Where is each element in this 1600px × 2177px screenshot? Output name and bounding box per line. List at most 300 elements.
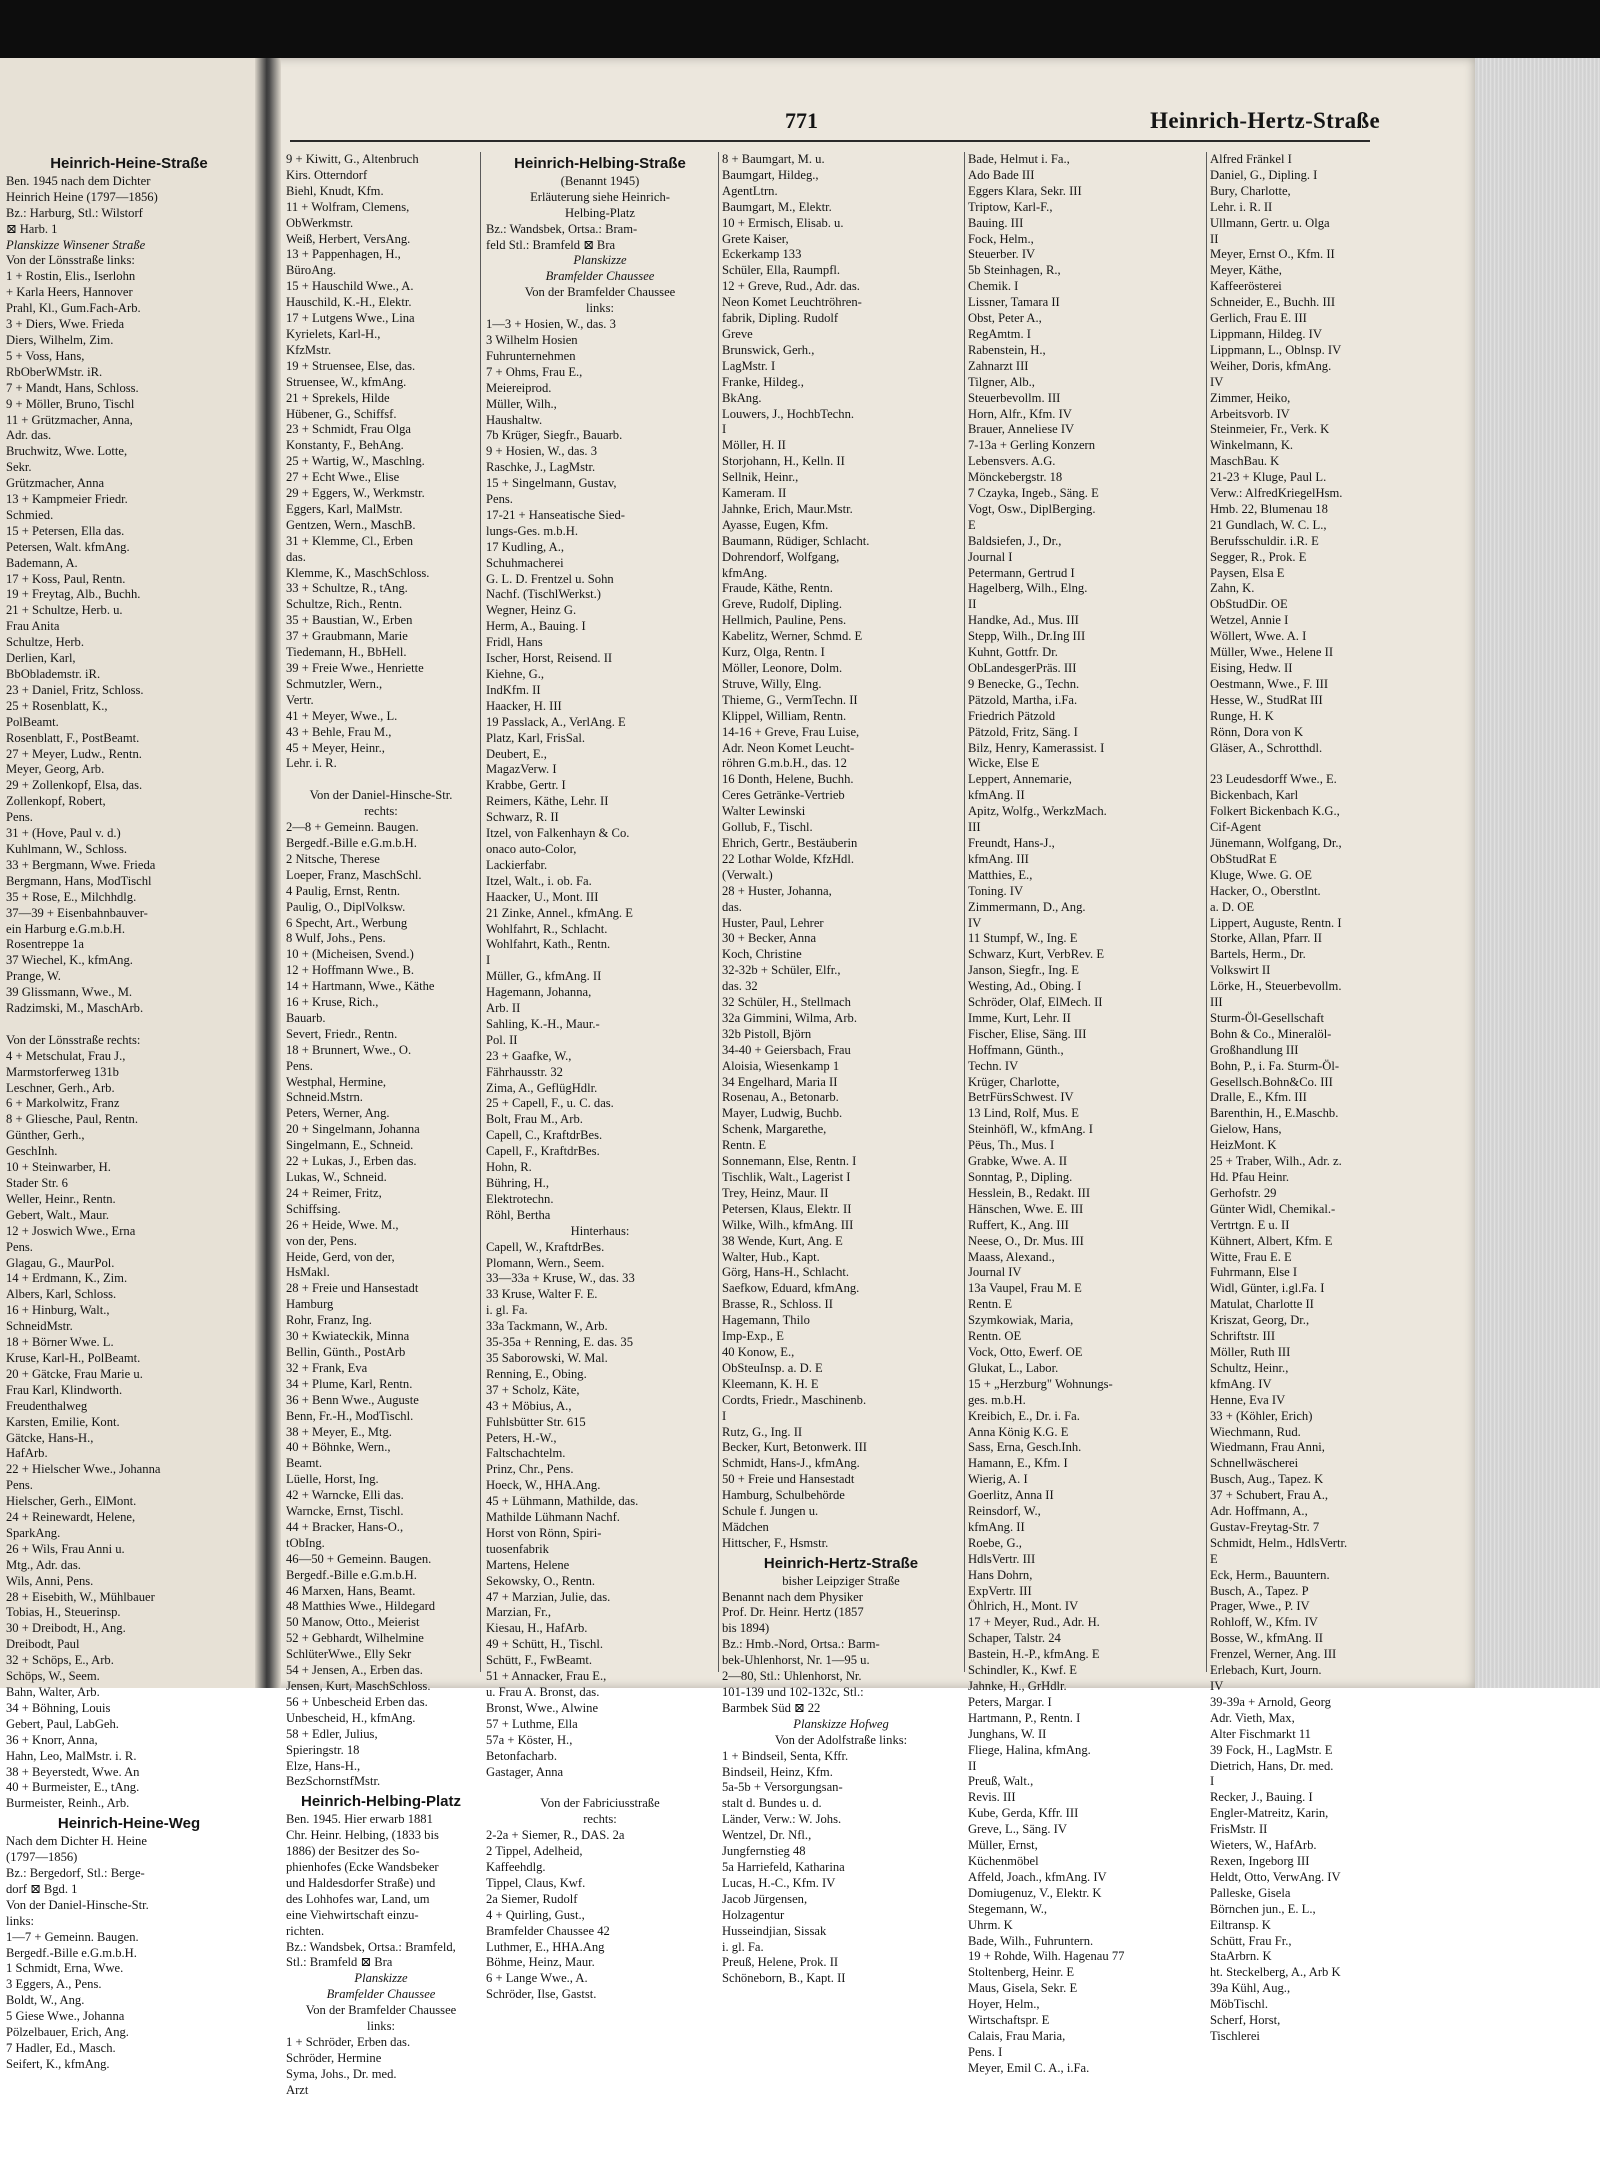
directory-line: Engler-Matreitz, Karin, [1210, 1806, 1329, 1821]
directory-line: Jacob Jürgensen, [722, 1891, 808, 1906]
directory-line: 38 Wende, Kurt, Ang. E [722, 1233, 843, 1248]
directory-line: 32 + Frank, Eva [286, 1360, 368, 1375]
directory-line: Freudenthalweg [6, 1398, 88, 1413]
directory-line: Von der Lönsstraße rechts: [6, 1032, 141, 1047]
column-divider [1206, 152, 1207, 1672]
directory-line: 31 + Klemme, Cl., Erben [286, 533, 414, 548]
directory-line: Horn, Alfr., Kfm. IV [968, 406, 1072, 421]
directory-line: Baumann, Rüdiger, Schlacht. [722, 533, 870, 548]
directory-line: 24 + Reimer, Fritz, [286, 1185, 382, 1200]
directory-line: Kriszat, Georg, Dr., [1210, 1313, 1310, 1328]
directory-line: 35 Saborowski, W. Mal. [486, 1350, 608, 1365]
directory-line: Hoyer, Helm., [968, 1997, 1040, 2012]
directory-line: 6 + Markolwitz, Franz [6, 1096, 120, 1111]
scanner-top-border [0, 0, 1600, 58]
directory-line: Wierig, A. I [968, 1472, 1028, 1487]
directory-line: 47 + Marzian, Julie, das. [486, 1589, 611, 1604]
directory-line: 20 + Singelmann, Johanna [286, 1122, 420, 1137]
directory-line: Müller, Wwe., Helene II [1210, 645, 1334, 660]
directory-line: Mayer, Ludwig, Buchb. [722, 1106, 843, 1121]
directory-line: tObIng. [286, 1535, 325, 1550]
directory-line: Bramfelder Chaussee [545, 269, 655, 284]
directory-line: SparkAng. [6, 1525, 61, 1540]
directory-line: Schneid.Mstrn. [286, 1090, 363, 1105]
directory-line: 7 + Ohms, Frau E., [486, 364, 583, 379]
directory-line: links: [6, 1913, 34, 1928]
directory-line: IV [968, 915, 982, 930]
directory-line: Daniel, G., Dipling. I [1210, 167, 1318, 182]
directory-line: Rentn. E [968, 1297, 1013, 1312]
directory-line: 57a + Köster, H., [486, 1732, 573, 1747]
directory-line: 43 + Möbius, A., [486, 1398, 572, 1413]
directory-line: Schnellwäscherei [1210, 1456, 1299, 1471]
directory-line: Fliege, Halina, kfmAng. [968, 1742, 1091, 1757]
directory-line: Dreibodt, Paul [6, 1637, 80, 1652]
directory-line: Calais, Frau Maria, [968, 2028, 1066, 2043]
directory-line: Schüler, Ella, Raumpfl. [722, 263, 841, 278]
directory-line: 58 + Edler, Julius, [286, 1726, 378, 1741]
directory-line: Freundt, Hans-J., [968, 835, 1055, 850]
directory-line: Lackierfabr. [486, 857, 548, 872]
directory-line: 1 Schmidt, Erna, Wwe. [6, 1961, 124, 1976]
directory-line: 19 + Freytag, Alb., Buchh. [6, 587, 141, 602]
directory-line: 7-13a + Gerling Konzern [968, 438, 1096, 453]
directory-line: Schriftstr. III [1210, 1329, 1276, 1344]
directory-line: II [968, 597, 977, 612]
directory-line: Schwarz, Kurt, VerbRev. E [968, 947, 1105, 962]
directory-line: 39 Glissmann, Wwe., M. [6, 985, 133, 1000]
directory-line: IV [1210, 374, 1224, 389]
directory-line: HdlsVertr. III [968, 1551, 1036, 1566]
directory-line: Eck, Herm., Bauuntern. [1210, 1567, 1330, 1582]
directory-line: Erlebach, Kurt, Journ. [1210, 1663, 1322, 1678]
directory-line: Bramfelder Chaussee 42 [486, 1923, 610, 1938]
directory-line: Lucas, H.-C., Kfm. IV [722, 1875, 836, 1890]
directory-line: 25 + Wartig, W., Maschlng. [286, 454, 425, 469]
directory-line: Capell, F., KraftdrBes. [486, 1144, 600, 1159]
directory-line: Bellin, Günth., PostArb [286, 1344, 406, 1359]
directory-line: 3 Wilhelm Hosien [486, 332, 578, 347]
directory-line: MaschBau. K [1210, 454, 1280, 469]
directory-line: Warncke, Ernst, Tischl. [286, 1504, 404, 1519]
directory-line: E [968, 517, 976, 532]
directory-line: Bindseil, Heinz, Kfm. [722, 1764, 833, 1779]
directory-line: Bosse, W., kfmAng. II [1210, 1631, 1323, 1646]
directory-line: Weiß, Herbert, VersAng. [286, 231, 411, 246]
directory-line: Müller, Wilh., [486, 396, 557, 411]
directory-line: 27 + Echt Wwe., Elise [286, 470, 400, 485]
directory-line: Folkert Bickenbach K.G., [1210, 804, 1340, 819]
directory-line: Benannt nach dem Physiker [722, 1589, 863, 1604]
directory-line: 30 + Dreibodt, H., Ang. [6, 1621, 126, 1636]
directory-line: 28 + Huster, Johanna, [722, 883, 832, 898]
directory-line: 38 + Beyerstedt, Wwe. An [6, 1764, 140, 1779]
directory-line: u. Frau A. Bronst, das. [486, 1685, 600, 1699]
directory-line: Konstanty, F., BehAng. [286, 438, 404, 453]
directory-line: Haacker, H. III [486, 698, 562, 713]
directory-line: Wiedmann, Frau Anni, [1210, 1440, 1325, 1455]
directory-line: 23 Leudesdorff Wwe., E. [1210, 772, 1337, 787]
directory-line: Peters, H.-W., [486, 1430, 557, 1445]
directory-line: 18 + Börner Wwe. L. [6, 1335, 114, 1350]
directory-line: kfmAng. II [968, 1519, 1025, 1534]
directory-line: 5b Steinhagen, R., [968, 263, 1061, 278]
directory-line: 5a-5b + Versorgungsan- [722, 1780, 843, 1795]
directory-line: Sekr. [6, 460, 32, 475]
directory-line: Horst von Rönn, Spiri- [486, 1525, 602, 1540]
directory-line: Bolt, Frau M., Arb. [486, 1112, 583, 1127]
directory-line: Neese, O., Dr. Mus. III [968, 1233, 1084, 1248]
directory-line: Petersen, Klaus, Elektr. II [722, 1201, 852, 1216]
directory-line: 17 + Lutgens Wwe., Lina [286, 311, 415, 326]
directory-line: 8 + Baumgart, M. u. [722, 152, 825, 166]
directory-line: Bastein, H.-P., kfmAng. E [968, 1647, 1100, 1662]
directory-line: Albers, Karl, Schloss. [6, 1287, 117, 1302]
directory-line: Schneider, E., Buchh. III [1210, 295, 1336, 310]
directory-line: Länder, Verw.: W. Johs. [722, 1812, 842, 1827]
directory-line: Vock, Otto, Ewerf. OE [968, 1344, 1083, 1359]
directory-line: Pätzold, Martha, i.Fa. [968, 692, 1078, 707]
directory-line: ⊠ Harb. 1 [6, 221, 58, 236]
directory-line: Heldt, Otto, VerwAng. IV [1210, 1869, 1341, 1884]
directory-line: rechts: [364, 804, 398, 819]
directory-line: Hauschild, K.-H., Elektr. [286, 295, 412, 310]
directory-line: (Benannt 1945) [560, 173, 640, 188]
directory-line: Fock, Helm., [968, 231, 1034, 246]
directory-line: II [1210, 231, 1219, 246]
directory-line: 32 + Schöps, E., Arb. [6, 1653, 114, 1668]
directory-line: Thieme, G., VermTechn. II [722, 692, 858, 707]
directory-line: Henne, Eva IV [1210, 1392, 1286, 1407]
directory-line: Hänschen, Wwe. E. III [968, 1201, 1084, 1216]
directory-line: Holzagentur [722, 1907, 785, 1922]
directory-line: ObStudRat E [1210, 851, 1277, 866]
directory-line: 45 + Lühmann, Mathilde, das. [486, 1494, 639, 1509]
directory-line: Pëus, Th., Mus. I [968, 1138, 1055, 1153]
directory-line: FrisMstr. II [1210, 1822, 1268, 1837]
directory-line: Steuerbevollm. III [968, 390, 1061, 405]
directory-line: Helbing-Platz [565, 205, 635, 220]
directory-line: Vertrtgn. E u. II [1210, 1217, 1290, 1232]
directory-line: Müller, Ernst, [968, 1838, 1038, 1853]
directory-line: Kameram. II [722, 486, 787, 501]
running-head: Heinrich-Hertz-Straße [1150, 108, 1380, 133]
directory-line: Renning, E., Obing. [486, 1366, 587, 1381]
directory-line: 57 + Luthme, Ella [486, 1716, 578, 1731]
directory-line: Maus, Gisela, Sekr. E [968, 1981, 1078, 1996]
directory-line: Becker, Kurt, Betonwerk. III [722, 1440, 867, 1455]
directory-line: Bergedf.-Bille e.G.m.b.H. [286, 835, 417, 850]
directory-line: Steinmeier, Fr., Verk. K [1210, 422, 1330, 437]
directory-line: Rabenstein, H., [968, 342, 1046, 357]
directory-line: Bohn & Co., Mineralöl- [1210, 1026, 1332, 1041]
directory-line: Gläser, A., Schrotthdl. [1210, 740, 1323, 755]
directory-line: Leppert, Annemarie, [968, 772, 1072, 787]
directory-line: ObWerkmstr. [286, 215, 354, 230]
directory-line: Ado Bade III [968, 167, 1035, 182]
directory-line: 3 + Diers, Wwe. Frieda [6, 317, 125, 332]
directory-line: Wetzel, Annie I [1210, 613, 1289, 628]
directory-line: Wicke, Else E [968, 756, 1040, 771]
directory-line: Tippel, Claus, Kwf. [486, 1875, 586, 1890]
directory-line: Wöllert, Wwe. A. I [1210, 629, 1307, 644]
directory-line: Schöps, W., Seem. [6, 1669, 100, 1684]
directory-line: 1 + Rostin, Elis., Iserlohn [6, 269, 136, 284]
directory-line: Frau Karl, Klindworth. [6, 1382, 123, 1397]
directory-line: Diers, Wilhelm, Zim. [6, 332, 114, 347]
directory-line [6, 1017, 252, 1033]
directory-line: Grützmacher, Anna [6, 476, 105, 491]
directory-line: Frenzel, Werner, Ang. III [1210, 1647, 1337, 1662]
directory-line: Hartmann, P., Rentn. I [968, 1710, 1081, 1725]
directory-line: Kirs. Otterndorf [286, 167, 368, 182]
directory-line: ht. Steckelberg, A., Arb K [1210, 1965, 1341, 1980]
directory-line: Haacker, U., Mont. III [486, 889, 599, 904]
directory-line: KfzMstr. [286, 342, 332, 357]
directory-line: Kyrielets, Karl-H., [286, 326, 381, 341]
directory-line: Pens. [286, 1058, 313, 1073]
directory-line: Stepp, Wilh., Dr.Ing III [968, 629, 1086, 644]
directory-line: Paulig, O., DiplVolksw. [286, 899, 406, 914]
directory-line: III [1210, 995, 1223, 1010]
directory-line: Eiltransp. K [1210, 1917, 1271, 1932]
directory-line: Grabke, Wwe. A. II [968, 1154, 1068, 1169]
page-number: 771 [785, 108, 818, 133]
directory-line: kfmAng. II [968, 788, 1025, 803]
directory-line: Marzian, Fr., [486, 1605, 552, 1620]
directory-line: Wiechmann, Rud. [1210, 1424, 1301, 1439]
directory-line: Preuß, Walt., [968, 1774, 1034, 1789]
directory-line: Bz.: Harburg, Stl.: Wilstorf [6, 205, 143, 220]
directory-line: 32 Schüler, H., Stellmach [722, 995, 851, 1010]
directory-line: und Haldesdorfer Straße) und [286, 1875, 436, 1890]
directory-line: feld Stl.: Bramfeld ⊠ Bra [486, 237, 616, 252]
directory-line: Koch, Christine [722, 947, 802, 962]
directory-line: Storke, Allan, Pfarr. II [1210, 931, 1322, 946]
directory-line: Aloisia, Wiesenkamp 1 [722, 1058, 840, 1073]
directory-line: 23 + Schmidt, Frau Olga [286, 422, 411, 437]
directory-line: Herm, A., Bauing. I [486, 619, 586, 634]
directory-line: das. [286, 549, 306, 564]
directory-line: 39 Fock, H., LagMstr. E [1210, 1742, 1333, 1757]
directory-line: Schöneborn, B., Kapt. II [722, 1971, 846, 1986]
directory-line: Widl, Günter, i.gl.Fa. I [1210, 1281, 1325, 1296]
directory-line: Faltschachtelm. [486, 1446, 566, 1461]
directory-line: 21 Zinke, Annel., kfmAng. E [486, 905, 633, 920]
directory-line: Elze, Hans-H., [286, 1758, 361, 1773]
directory-line: Rutz, G., Ing. II [722, 1424, 803, 1439]
directory-line: Heide, Gerd, von der, [286, 1249, 395, 1264]
directory-line: RbOberWMstr. iR. [6, 364, 103, 379]
directory-line: Barmbek Süd ⊠ 22 [722, 1700, 821, 1715]
directory-line: Adr. das. [6, 428, 52, 443]
directory-line: Sass, Erna, Gesch.Inh. [968, 1440, 1082, 1455]
directory-line: Schröder, Hermine [286, 2050, 382, 2065]
book-gutter [255, 58, 281, 1688]
directory-line: 33—33a + Kruse, W., das. 33 [486, 1271, 635, 1286]
directory-line: PolBeamt. [6, 714, 59, 729]
directory-line: Schütt, Frau Fr., [1210, 1933, 1292, 1948]
directory-line: kfmAng. III [968, 851, 1029, 866]
directory-line: Jahnke, Erich, Maur.Mstr. [722, 501, 853, 516]
directory-line: Bademann, A. [6, 555, 78, 570]
directory-line: Witte, Frau E. E [1210, 1249, 1292, 1264]
directory-line: 6 + Lange Wwe., A. [486, 1971, 588, 1986]
column-4 [968, 152, 1202, 2075]
directory-line: Arbeitsvorb. IV [1210, 406, 1290, 421]
directory-line: phienhofes (Ecke Wandsbeker [286, 1859, 439, 1874]
directory-line: Röhl, Bertha [486, 1207, 551, 1222]
directory-line: Loeper, Franz, MaschSchl. [286, 867, 422, 882]
directory-line: IndKfm. II [486, 682, 541, 697]
directory-line: Gebert, Paul, LabGeh. [6, 1716, 119, 1731]
directory-line: 17 Kudling, A., [486, 539, 565, 554]
directory-line: Tiedemann, H., BbHell. [286, 645, 407, 660]
directory-line: Bickenbach, Karl [1210, 788, 1299, 803]
directory-line: Marmstorferweg 131b [6, 1064, 119, 1079]
directory-line: 39-39a + Arnold, Georg [1210, 1694, 1331, 1709]
directory-line: Anna König K.G. E [968, 1424, 1069, 1439]
directory-line: SchneidMstr. [6, 1319, 73, 1334]
directory-line: Eggers, Karl, MalMstr. [286, 501, 403, 516]
directory-line: Gerhofstr. 29 [1210, 1185, 1277, 1200]
directory-line: Adr. Neon Komet Leucht- [722, 740, 855, 755]
directory-line: Domiugenuz, V., Elektr. K [968, 1885, 1102, 1900]
directory-line: von der, Pens. [286, 1233, 357, 1248]
directory-line: 1—3 + Hosien, W., das. 3 [486, 317, 616, 332]
directory-line: Steinhöfl, W., kfmAng. I [968, 1122, 1093, 1137]
directory-line: Glagau, G., MaurPol. [6, 1255, 115, 1270]
directory-line: Lukas, W., Schneid. [286, 1170, 387, 1184]
directory-line: Schröder, Olaf, ElMech. II [968, 995, 1103, 1010]
column-2 [486, 152, 714, 2002]
directory-line: Lippert, Auguste, Rentn. I [1210, 915, 1342, 930]
directory-line: 28 + Freie und Hansestadt [286, 1281, 419, 1296]
directory-line: Gentzen, Wern., MaschB. [286, 517, 416, 532]
directory-line: Spieringstr. 18 [286, 1742, 360, 1757]
directory-line: Jahnke, H., GrHdlr. [968, 1679, 1067, 1693]
directory-line: Journal I [968, 549, 1013, 564]
directory-line: 22 + Hielscher Wwe., Johanna [6, 1462, 161, 1477]
directory-line: Hahn, Leo, MalMstr. i. R. [6, 1748, 137, 1763]
directory-line: 101-139 und 102-132c, Stl.: [722, 1685, 864, 1699]
directory-line: Rosentreppe 1a [6, 937, 84, 952]
directory-line: Bohn, P., i. Fa. Sturm-Öl- [1210, 1058, 1340, 1073]
directory-line: Bade, Helmut i. Fa., [968, 152, 1070, 166]
directory-line: Mönckebergstr. 18 [968, 470, 1063, 485]
directory-line: Bahn, Walter, Arb. [6, 1685, 100, 1699]
directory-line: Matthies, E., [968, 867, 1033, 882]
directory-line: Kabelitz, Werner, Schmd. E [722, 629, 863, 644]
directory-line: ExpVertr. III [968, 1583, 1032, 1598]
directory-line: a. D. OE [1210, 899, 1255, 914]
directory-line: 52 + Gebhardt, Wilhelmine [286, 1631, 424, 1646]
directory-line: Unbescheid, H., kfmAng. [286, 1710, 416, 1725]
column-divider [718, 152, 719, 1672]
directory-line: 11 Stumpf, W., Ing. E [968, 931, 1078, 946]
directory-line: Oestmann, Wwe., F. III [1210, 676, 1329, 691]
directory-line: Wils, Anni, Pens. [6, 1573, 94, 1588]
directory-line: Adr. Vieth, Max, [1210, 1710, 1295, 1725]
directory-line: StaArbrn. K [1210, 1949, 1272, 1964]
directory-line: Jungfernstieg 48 [722, 1844, 806, 1859]
directory-line: röhren G.m.b.H., das. 12 [722, 756, 847, 771]
directory-line: Schröder, Ilse, Gastst. [486, 1987, 597, 2002]
directory-line: HeizMont. K [1210, 1138, 1277, 1153]
directory-line: Bauing. III [968, 215, 1024, 230]
directory-line: 7 + Mandt, Hans, Schloss. [6, 380, 139, 395]
directory-line: 19 + Struensee, Else, das. [286, 358, 416, 373]
directory-line: Westing, Ad., Obing. I [968, 979, 1082, 994]
directory-line: Zimmer, Heiko, [1210, 390, 1291, 405]
directory-line: Hmb. 22, Blumenau 18 [1210, 501, 1328, 516]
column-left-page [6, 152, 252, 2071]
directory-line: Kube, Gerda, Kffr. III [968, 1806, 1079, 1821]
directory-line: Walter, Hub., Kapt. [722, 1249, 820, 1264]
directory-line: Ruffert, K., Ang. III [968, 1217, 1069, 1232]
directory-line: 2 Nitsche, Therese [286, 851, 380, 866]
directory-line: Busch, A., Tapez. P [1210, 1583, 1309, 1598]
directory-line: Rohr, Franz, Ing. [286, 1313, 372, 1328]
directory-line: 36 + Knorr, Anna, [6, 1732, 98, 1747]
directory-line: 46 Marxen, Hans, Beamt. [286, 1583, 416, 1598]
directory-line: II [968, 1758, 977, 1773]
directory-line: Ehrich, Gertr., Bestäuberin [722, 835, 858, 850]
directory-line: Dralle, E., Kfm. III [1210, 1090, 1307, 1105]
directory-line: Plomann, Wern., Seem. [486, 1255, 605, 1270]
directory-line: Goerlitz, Anna II [968, 1488, 1054, 1503]
directory-line: 25 + Capell, F., u. C. das. [486, 1096, 614, 1111]
directory-line: 29 + Zollenkopf, Elsa, das. [6, 778, 143, 793]
directory-line: Obst, Peter A., [968, 311, 1042, 326]
directory-line: Sturm-Öl-Gesellschaft [1210, 1010, 1325, 1025]
directory-line: BezSchornstfMstr. [286, 1774, 381, 1789]
directory-line: Bergedf.-Bille e.G.m.b.H. [286, 1567, 417, 1582]
directory-line: kfmAng. [722, 565, 768, 580]
directory-line: Schmidt, Hans-J., kfmAng. [722, 1456, 860, 1471]
directory-line: Hagemann, Thilo [722, 1313, 810, 1328]
directory-line: Öhlrich, H., Mont. IV [968, 1599, 1079, 1614]
directory-line: Berufsschuldir. i.R. E [1210, 533, 1319, 548]
directory-line: links: [586, 301, 614, 316]
directory-line: Huster, Paul, Lehrer [722, 915, 824, 930]
directory-line: Gerlich, Frau E. III [1210, 311, 1307, 326]
directory-line: I [722, 422, 727, 437]
directory-line: Von der Bramfelder Chaussee [305, 2003, 457, 2018]
directory-line: Husseindjian, Sissak [722, 1923, 827, 1938]
directory-line: Pens. [6, 810, 33, 825]
directory-line: 12 + Joswich Wwe., Erna [6, 1223, 136, 1238]
directory-line: 16 Donth, Helene, Buchh. [722, 772, 854, 787]
directory-line: Martens, Helene [486, 1557, 570, 1572]
directory-line: bis 1894) [722, 1621, 770, 1636]
header-rule [290, 140, 1370, 142]
directory-line: Möller, H. II [722, 438, 786, 453]
directory-line: 2—80, Stl.: Uhlenhorst, Nr. [722, 1669, 862, 1684]
directory-line: Lörke, H., Steuerbevollm. [1210, 979, 1342, 994]
directory-line: Großhandlung III [1210, 1042, 1299, 1057]
directory-line: 6 Specht, Art., Werbung [286, 915, 408, 930]
directory-line: Peters, Werner, Ang. [286, 1106, 390, 1121]
column-3 [722, 152, 960, 1986]
directory-line: Baumgart, Hildeg., [722, 167, 819, 182]
directory-line: Gastager, Anna [486, 1764, 564, 1779]
directory-line: Baldsiefen, J., Dr., [968, 533, 1062, 548]
directory-line: 34 + Böhning, Louis [6, 1700, 111, 1715]
directory-line: I [722, 1408, 727, 1423]
directory-line: 33 + Schultze, R., tAng. [286, 581, 408, 596]
directory-line: 39a Kühl, Aug., [1210, 1981, 1291, 1996]
